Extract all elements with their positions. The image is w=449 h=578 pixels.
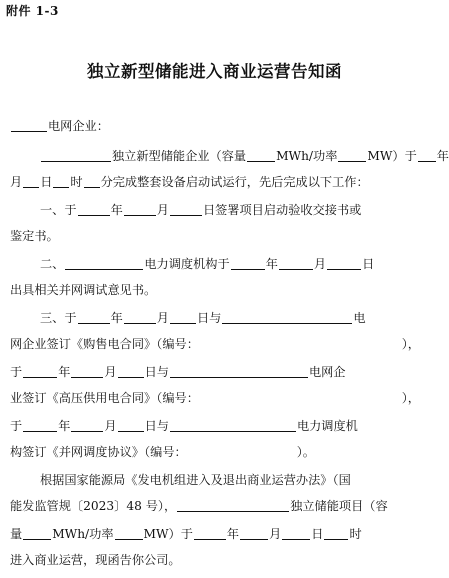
item3c-dispatch-blank bbox=[170, 419, 296, 432]
grid-company-blank bbox=[11, 119, 47, 132]
year-label: 年 bbox=[436, 149, 449, 163]
item3c-end: 电力调度机 bbox=[296, 419, 358, 433]
item3b-month-blank bbox=[71, 365, 103, 378]
year-blank bbox=[418, 149, 436, 162]
final-year-blank bbox=[194, 527, 226, 540]
item3-line6-text: 构签订《并网调度协议》（编号： bbox=[10, 445, 187, 459]
capacity-blank bbox=[247, 149, 275, 162]
unit-mw: MW）于 bbox=[367, 149, 417, 163]
item3-close2: ）， bbox=[401, 391, 420, 405]
item2-line1 bbox=[40, 256, 420, 272]
final-line2 bbox=[10, 498, 420, 514]
final-unit-mwh: MWh/功率 bbox=[52, 527, 114, 541]
final-line2a: 能发监管规〔2023〕48 号）， bbox=[10, 499, 177, 513]
item3-line2 bbox=[10, 336, 420, 352]
final-power-blank bbox=[115, 527, 143, 540]
item1-year-blank bbox=[78, 203, 110, 216]
final-capacity-blank bbox=[23, 527, 51, 540]
item3-prefix: 三、于 bbox=[40, 311, 77, 325]
salutation-line bbox=[10, 118, 420, 134]
final-line3 bbox=[10, 526, 420, 542]
final-unit-mw: MW）于 bbox=[143, 527, 193, 541]
final-day-blank bbox=[282, 527, 310, 540]
final-line1: 根据国家能源局《发电机组进入及退出商业运营办法》（国 bbox=[40, 473, 351, 487]
item3b-grid-blank bbox=[170, 365, 308, 378]
item3-line4-text: 业签订《高压供用电合同》（编号： bbox=[10, 391, 199, 405]
para1-line2 bbox=[10, 174, 420, 190]
para1-text: 独立新型储能企业（容量 bbox=[112, 149, 247, 163]
item3-month-blank bbox=[124, 311, 156, 324]
para1-rest: 分完成整套设备启动试运行，先后完成以下工作： bbox=[100, 175, 369, 189]
item3-close3: ）。 bbox=[296, 445, 315, 459]
final-hour: 时 bbox=[349, 527, 362, 541]
item3-end1: 电 bbox=[353, 311, 366, 325]
item2-line2: 出具相关并网调试意见书。 bbox=[10, 283, 157, 297]
item1-line2: 鉴定书。 bbox=[10, 229, 59, 243]
item3-line6 bbox=[10, 444, 420, 460]
salutation-text: 电网企业： bbox=[48, 119, 109, 133]
item3b-day-blank bbox=[118, 365, 144, 378]
item3-close1: ）， bbox=[401, 337, 420, 351]
item2-dispatch-blank bbox=[65, 257, 143, 270]
item1-month: 月 bbox=[156, 203, 169, 217]
item3c-year: 年 bbox=[58, 419, 71, 433]
item3b-with: 日与 bbox=[144, 365, 169, 379]
document-title: 独立新型储能进入商业运营告知函 bbox=[87, 62, 342, 81]
para1-line1 bbox=[40, 148, 449, 164]
item3-line1 bbox=[40, 310, 420, 326]
item3c-month-blank bbox=[71, 419, 103, 432]
final-year: 年 bbox=[226, 527, 240, 541]
item3c-year-blank bbox=[23, 419, 57, 432]
item2-month: 月 bbox=[313, 257, 327, 271]
hour-blank bbox=[53, 175, 69, 188]
item2-year: 年 bbox=[265, 257, 278, 271]
item2-day-blank bbox=[327, 257, 361, 270]
item1-day-blank bbox=[170, 203, 202, 216]
item3c-month: 月 bbox=[104, 419, 117, 433]
hour-label: 时 bbox=[70, 175, 83, 189]
item3-grid-blank bbox=[222, 311, 352, 324]
item1-month-blank bbox=[124, 203, 156, 216]
month-label: 月 bbox=[10, 175, 23, 189]
unit-mwh: MWh/功率 bbox=[276, 149, 338, 163]
final-project-blank bbox=[177, 499, 289, 512]
final-liang: 量 bbox=[10, 527, 23, 541]
item3c-with: 日与 bbox=[144, 419, 169, 433]
item3-month: 月 bbox=[156, 311, 169, 325]
final-hour-blank bbox=[324, 527, 348, 540]
item3b-year: 年 bbox=[58, 365, 71, 379]
item3-year-blank bbox=[78, 311, 110, 324]
item3-with: 日与 bbox=[196, 311, 222, 325]
item1-line1 bbox=[40, 202, 420, 218]
day-label: 日 bbox=[40, 175, 53, 189]
item2-day: 日 bbox=[362, 257, 375, 271]
final-line2b: 独立储能项目（容 bbox=[290, 499, 388, 513]
final-line4: 进入商业运营，现函告你公司。 bbox=[10, 553, 181, 567]
item3b-year-blank bbox=[23, 365, 57, 378]
item3-line3 bbox=[10, 364, 420, 380]
item1-year: 年 bbox=[110, 203, 123, 217]
item3-line4 bbox=[10, 390, 420, 406]
item3b-end: 电网企 bbox=[308, 365, 346, 379]
final-day: 日 bbox=[311, 527, 324, 541]
item3-yu2: 于 bbox=[10, 419, 23, 433]
item3-line5 bbox=[10, 418, 420, 434]
item2-middle: 电力调度机构于 bbox=[144, 257, 230, 271]
item1-tail: 日签署项目启动验收交接书或 bbox=[202, 203, 362, 217]
item2-month-blank bbox=[279, 257, 313, 270]
item3-yu1: 于 bbox=[10, 365, 23, 379]
item3c-day-blank bbox=[118, 419, 144, 432]
power-blank bbox=[338, 149, 366, 162]
item3-year: 年 bbox=[110, 311, 123, 325]
company-name-blank bbox=[41, 149, 111, 162]
attachment-label: 附件 1-3 bbox=[6, 4, 59, 18]
minute-blank bbox=[84, 175, 100, 188]
item3b-month: 月 bbox=[104, 365, 117, 379]
item3-day-blank bbox=[170, 311, 196, 324]
final-month: 月 bbox=[269, 527, 282, 541]
item2-year-blank bbox=[231, 257, 265, 270]
item2-prefix: 二、 bbox=[40, 257, 65, 271]
item3-line2-text: 网企业签订《购售电合同》（编号： bbox=[10, 337, 199, 351]
item1-prefix: 一、于 bbox=[40, 203, 77, 217]
final-month-blank bbox=[240, 527, 268, 540]
day-blank bbox=[23, 175, 39, 188]
